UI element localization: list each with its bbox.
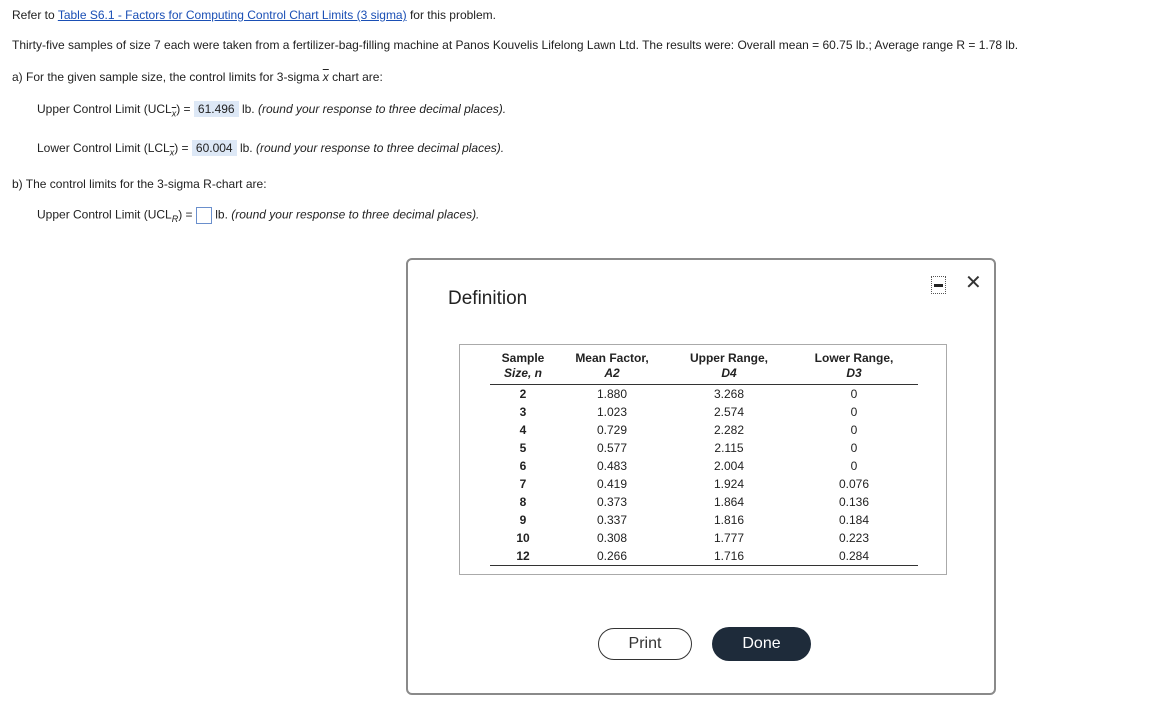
- ucl-r-input[interactable]: [196, 207, 212, 224]
- print-button[interactable]: Print: [598, 628, 692, 660]
- cell-d4: 1.816: [713, 513, 745, 527]
- cell-d4: 2.282: [713, 423, 745, 437]
- factors-table: [490, 345, 918, 566]
- cell-a2: 1.023: [596, 405, 628, 419]
- intro-suffix: for this problem.: [406, 8, 496, 22]
- table-row: [490, 421, 918, 439]
- table-row: [490, 439, 918, 457]
- cell-n: 2: [519, 387, 527, 401]
- cell-d4: 1.777: [713, 531, 745, 545]
- part-a-prompt: [12, 70, 383, 84]
- cell-n: 12: [490, 547, 556, 566]
- cell-d4: 2.574: [713, 405, 745, 419]
- cell-d3: 0: [850, 423, 858, 437]
- cell-n: 5: [519, 441, 527, 455]
- table-row: [490, 529, 918, 547]
- cell-a2: 0.337: [596, 513, 628, 527]
- cell-d4: 2.004: [713, 459, 745, 473]
- table-row: [490, 493, 918, 511]
- header-lower-range-sub: D3: [846, 366, 862, 380]
- cell-d3: 0: [850, 405, 858, 419]
- cell-a2: 0.373: [596, 495, 628, 509]
- cell-d3: 0.136: [838, 495, 870, 509]
- ucl-r-hint: (round your response to three decimal places).: [231, 207, 480, 222]
- header-lower-range: [790, 345, 918, 385]
- intro-prefix: Refer to: [12, 8, 58, 22]
- cell-d4: 1.924: [713, 477, 745, 491]
- dialog-title: Definition: [448, 288, 528, 309]
- cell-d4: 1.716: [668, 547, 790, 566]
- header-sample-size-sub: Size, n: [503, 366, 542, 380]
- ucl-x-hint: (round your response to three decimal places).: [257, 102, 507, 116]
- table-row: [490, 385, 918, 404]
- table-link[interactable]: Table S6.1 - Factors for Computing Control Chart Limits (3 sigma): [57, 8, 407, 22]
- header-sample-size-main: Sample: [501, 351, 545, 365]
- cell-d3: 0.184: [838, 513, 870, 527]
- ucl-r-subscript: R: [171, 214, 179, 225]
- cell-n: 8: [519, 495, 527, 509]
- cell-n: 10: [516, 531, 530, 545]
- close-icon[interactable]: ✕: [965, 272, 982, 294]
- ucl-x-answer[interactable]: 61.496: [194, 101, 239, 117]
- ucl-x-row: Upper Control Limit $(UCL_{\overline{x}}) = 61.496$ lb. (round your response to three decimal places).: [37, 102, 507, 119]
- lcl-x-hint: (round your response to three decimal places).: [255, 141, 505, 155]
- x-bar-symbol: $\overline{x}$: [322, 70, 329, 84]
- cell-a2: 0.729: [596, 423, 628, 437]
- lcl-x-row: Lower Control Limit $(LCL_{\overline{x}}) = 60.004$ lb. (round your response to three decimal places).: [37, 141, 505, 158]
- cell-d3: 0: [850, 387, 858, 401]
- lcl-x-unit: lb.: [239, 141, 253, 155]
- table-row: [490, 547, 918, 566]
- minimize-icon[interactable]: [931, 276, 946, 294]
- ucl-r-label: Upper Control Limit (UCL: [37, 207, 172, 222]
- ucl-r-row: Upper Control Limit $(UCL_R)$ = lb. (round your response to three decimal places).: [37, 207, 480, 225]
- cell-d4: 2.115: [714, 441, 744, 455]
- cell-d4: 3.268: [713, 387, 745, 401]
- cell-n: 4: [519, 423, 527, 437]
- factors-table-frame: [459, 344, 947, 575]
- ucl-x-unit: lb.: [241, 102, 255, 116]
- cell-a2: 0.308: [596, 531, 628, 545]
- table-row: [490, 457, 918, 475]
- part-b-prompt: b) The control limits for the 3-sigma R-chart are:: [12, 177, 267, 191]
- ucl-x-label: Upper Control Limit (UCL: [37, 102, 172, 116]
- header-upper-range: [668, 345, 790, 385]
- cell-d3: 0.076: [838, 477, 870, 491]
- part-a-prompt-prefix: a) For the given sample size, the control limits for 3-sigma: [12, 70, 323, 84]
- problem-text: Thirty-five samples of size 7 each were taken from a fertilizer-bag-filling machine at Panos Kouvelis Lifelong Lawn Ltd. The results were: Overall mean = 60.75 lb.; Average range R = 1.78 lb.: [12, 38, 1019, 52]
- cell-d4: 1.864: [713, 495, 745, 509]
- lcl-x-subscript: x: [169, 147, 175, 158]
- cell-n: 3: [519, 405, 527, 419]
- cell-n: 7: [519, 477, 527, 491]
- cell-d3: 0.223: [838, 531, 870, 545]
- ucl-x-subscript: x: [171, 108, 177, 119]
- table-row: [490, 403, 918, 421]
- cell-a2: 0.266: [556, 547, 668, 566]
- header-upper-range-main: Upper Range,: [689, 351, 768, 365]
- table-row: [490, 475, 918, 493]
- cell-a2: 1.880: [596, 387, 628, 401]
- cell-d3: 0: [850, 459, 858, 473]
- header-mean-factor-main: Mean Factor,: [575, 351, 649, 365]
- header-sample-size: [490, 345, 556, 385]
- cell-a2: 0.577: [596, 441, 628, 455]
- table-row: [490, 511, 918, 529]
- cell-d3: 0.284: [790, 547, 918, 566]
- part-a-prompt-suffix: chart are:: [328, 70, 383, 84]
- header-upper-range-sub: D4: [721, 366, 737, 380]
- header-mean-factor-sub: A2: [604, 366, 620, 380]
- definition-dialog: [406, 258, 996, 695]
- lcl-x-answer[interactable]: 60.004: [192, 140, 237, 156]
- cell-d3: 0: [850, 441, 858, 455]
- cell-a2: 0.483: [596, 459, 628, 473]
- lcl-x-label: Lower Control Limit (LCL: [37, 141, 170, 155]
- ucl-r-unit: lb.: [215, 207, 228, 222]
- header-lower-range-main: Lower Range,: [814, 351, 894, 365]
- cell-n: 6: [519, 459, 527, 473]
- table-header-row: [490, 345, 918, 385]
- header-mean-factor: [556, 345, 668, 385]
- intro-line: [12, 8, 496, 22]
- cell-a2: 0.419: [596, 477, 628, 491]
- done-button[interactable]: Done: [712, 627, 811, 661]
- cell-n: 9: [519, 513, 527, 527]
